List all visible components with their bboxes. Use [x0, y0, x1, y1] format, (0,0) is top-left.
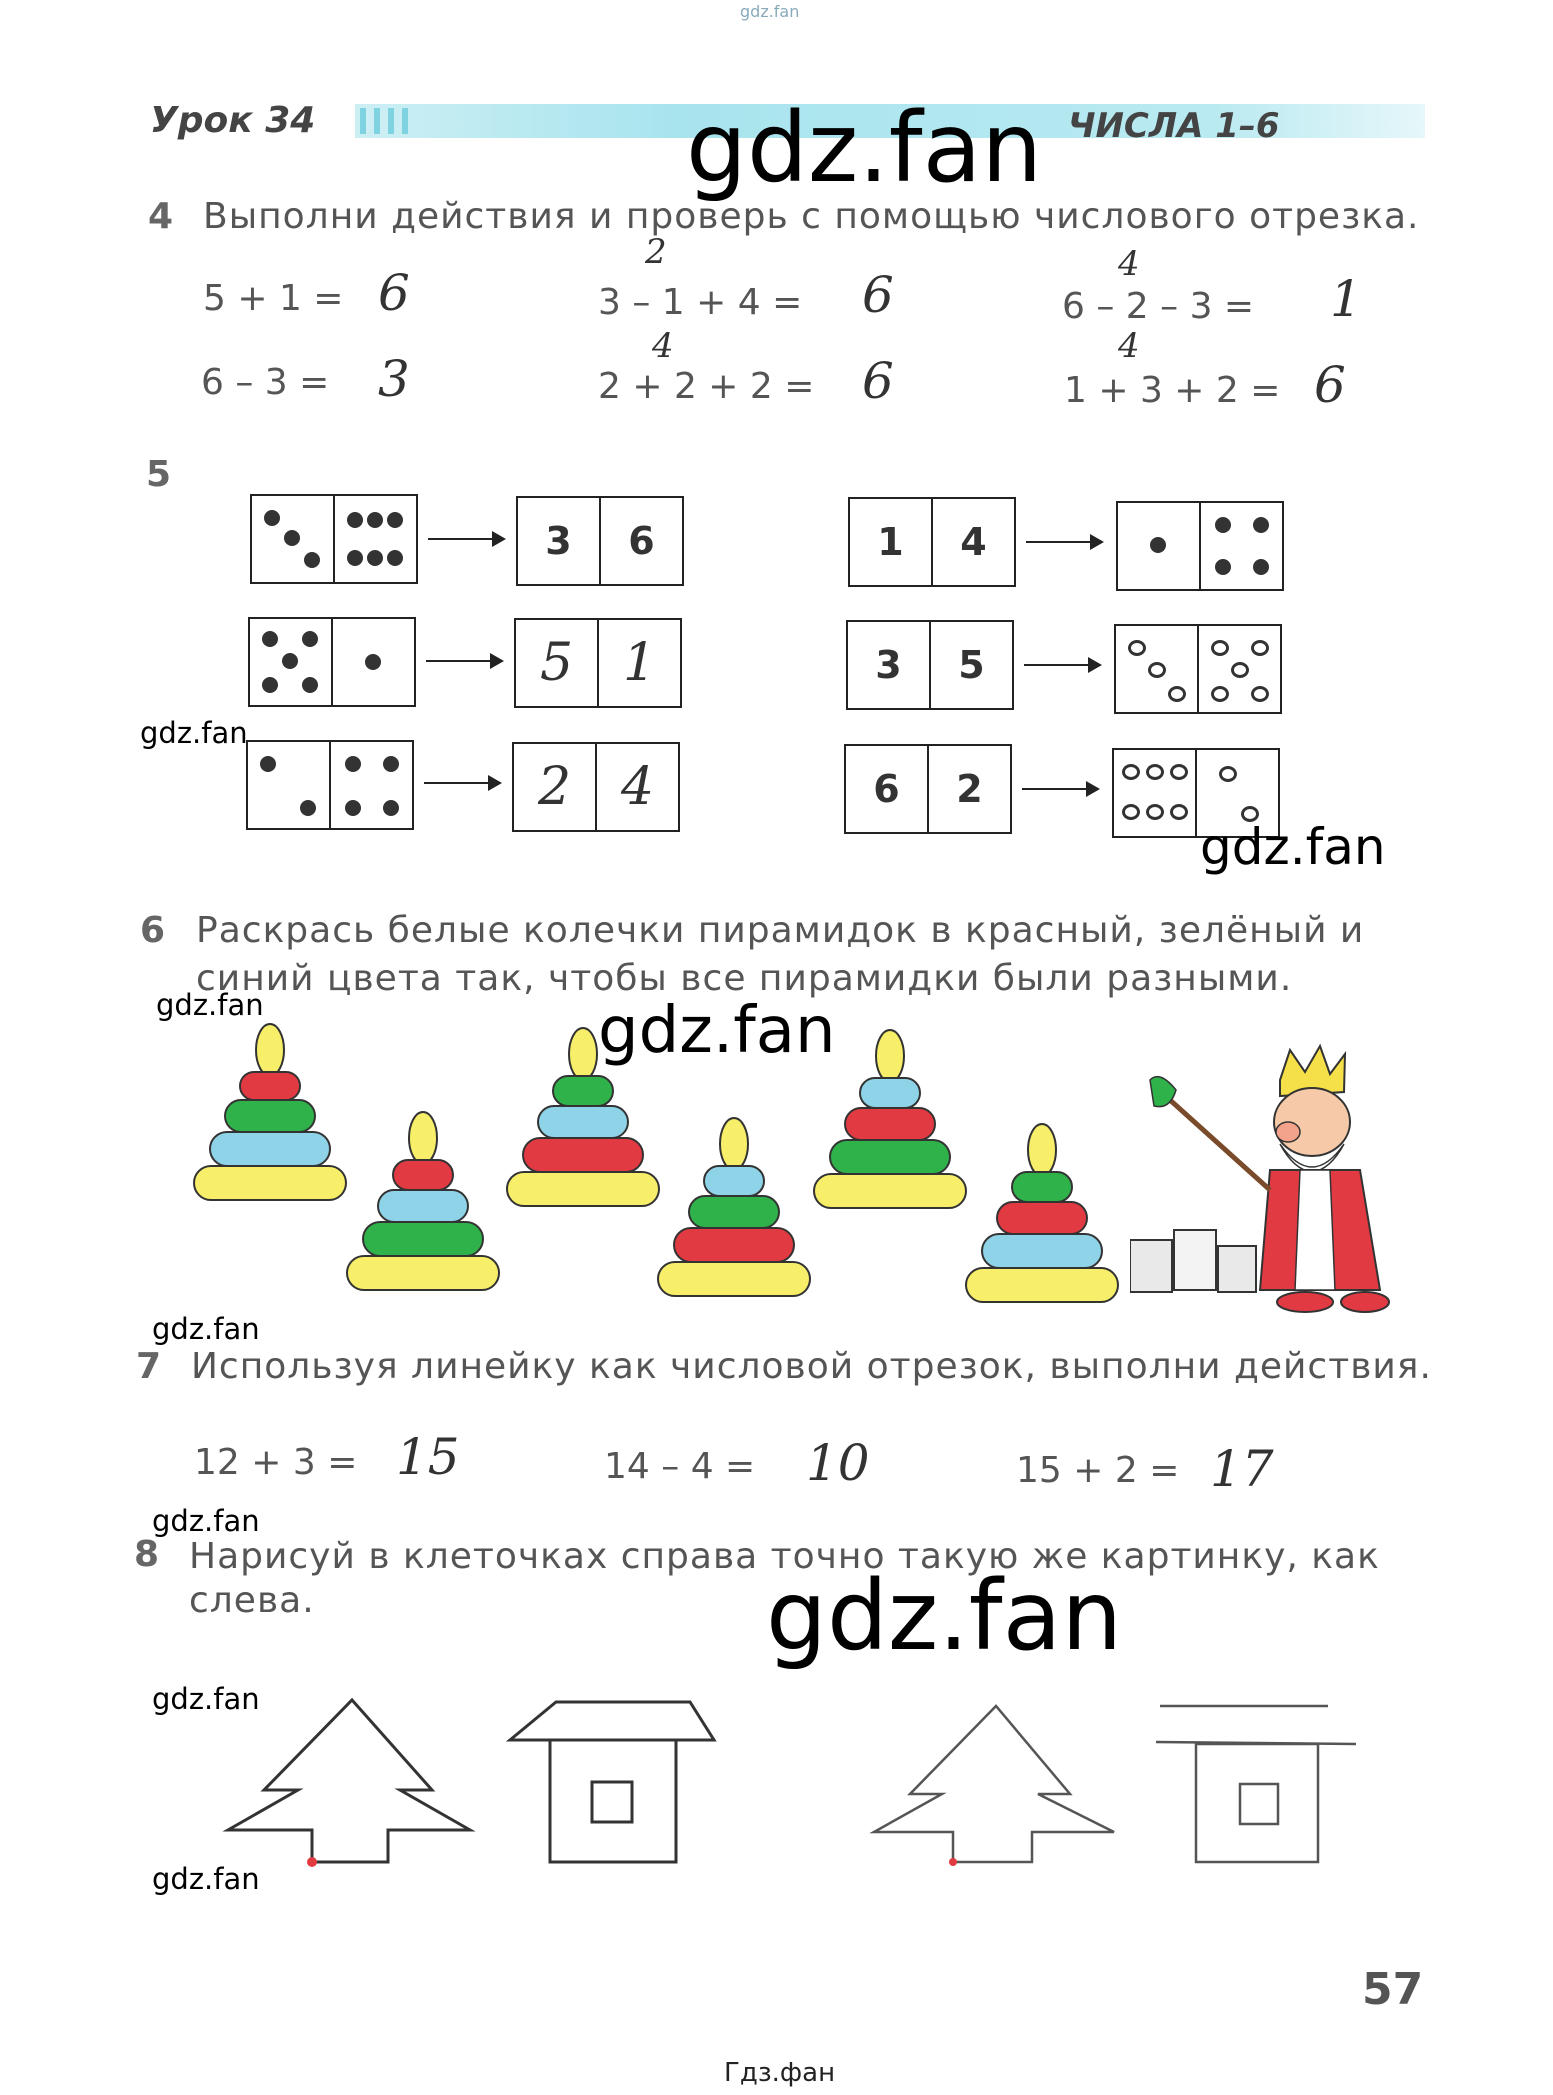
top-mark: gdz.fan: [740, 2, 800, 21]
dot: [284, 530, 300, 546]
task4-ans-3: 1: [1330, 270, 1362, 328]
dot: [1251, 686, 1269, 702]
task6-number: 6: [140, 910, 166, 951]
domino-number: 6: [599, 498, 682, 584]
domino-numbers-r4: [848, 497, 1016, 587]
domino-numbers-r6: [844, 744, 1012, 834]
task4-note-6: 4: [1118, 326, 1140, 366]
domino-numbers-r3: [512, 742, 680, 832]
domino-number: 5: [539, 633, 574, 693]
domino-half: [331, 619, 414, 705]
pyramid-1: [194, 1024, 346, 1200]
watermark: gdz.fan: [686, 92, 1043, 204]
dot: [282, 653, 298, 669]
domino-number: 4: [595, 744, 678, 830]
watermark: gdz.fan: [598, 994, 836, 1068]
dot: [1253, 559, 1269, 575]
dot: [1146, 764, 1164, 780]
dot: [1215, 559, 1231, 575]
task4-eq-1: 5 + 1 =: [203, 278, 344, 319]
task7-number: 7: [136, 1346, 162, 1387]
dot: [365, 654, 381, 670]
task4-note-3: 4: [1118, 244, 1140, 284]
task4-eq-5: 2 + 2 + 2 =: [598, 366, 815, 407]
task4-eq-2: 3 – 1 + 4 =: [598, 282, 803, 323]
task4-note-5: 4: [652, 326, 674, 366]
domino-half: [250, 619, 331, 705]
domino-number: 2: [927, 746, 1010, 832]
dot: [1231, 662, 1249, 678]
house-original: [510, 1702, 714, 1862]
domino-half: [1116, 626, 1197, 712]
task7-text: Используя линейку как числовой отрезок, выполни действия.: [191, 1346, 1432, 1387]
task7-ans-1: 15: [396, 1428, 460, 1486]
watermark: gdz.fan: [152, 1312, 260, 1346]
dot: [1211, 686, 1229, 702]
dot: [262, 631, 278, 647]
task7-eq-1: 12 + 3 =: [194, 1442, 358, 1483]
dot: [345, 800, 361, 816]
watermark: gdz.fan: [1200, 818, 1386, 876]
watermark: gdz.fan: [152, 1862, 260, 1896]
task4-ans-6: 6: [1314, 356, 1346, 414]
house-copy: [1156, 1706, 1356, 1862]
dot: [367, 550, 383, 566]
dot: [1128, 640, 1146, 656]
domino-numbers-r1: [516, 496, 684, 586]
watermark: gdz.fan: [152, 1682, 260, 1716]
watermark: gdz.fan: [152, 1504, 260, 1538]
dot: [1146, 804, 1164, 820]
domino-half: [333, 496, 416, 582]
arrow-r6: [1022, 788, 1098, 790]
dot: [1215, 517, 1231, 533]
dot: [1150, 537, 1166, 553]
task4-ans-4: 3: [378, 350, 410, 408]
watermark: gdz.fan: [766, 1560, 1123, 1672]
dot: [1170, 764, 1188, 780]
watermark: gdz.fan: [140, 716, 248, 750]
task4-ans-1: 6: [378, 264, 410, 322]
dot: [300, 800, 316, 816]
dot: [383, 756, 399, 772]
watermark: gdz.fan: [156, 988, 264, 1022]
task8-number: 8: [134, 1534, 160, 1575]
domino-dots-r3: [246, 740, 414, 830]
domino-number: 1: [597, 620, 680, 706]
dot: [1211, 640, 1229, 656]
domino-half: [1118, 503, 1199, 589]
arrow-r3: [424, 782, 500, 784]
task4-eq-3: 6 – 2 – 3 =: [1062, 286, 1255, 327]
dot: [264, 510, 280, 526]
domino-dots-r4: [1116, 501, 1284, 591]
dot: [1148, 662, 1166, 678]
painter-character: [1130, 1040, 1410, 1320]
task7-eq-2: 14 – 4 =: [604, 1446, 756, 1487]
dot: [387, 550, 403, 566]
arrow-r5: [1024, 664, 1100, 666]
dot: [345, 756, 361, 772]
dot: [1170, 804, 1188, 820]
pyramid-5: [814, 1030, 966, 1208]
dot: [1122, 804, 1140, 820]
domino-number: 3: [545, 519, 572, 563]
topic-title: ЧИСЛА 1–6: [1068, 106, 1280, 146]
domino-dots-r5: [1114, 624, 1282, 714]
tree-copy: [874, 1706, 1114, 1862]
dot: [1253, 517, 1269, 533]
dot: [260, 756, 276, 772]
domino-numbers-r5: [846, 620, 1014, 710]
task4-ans-5: 6: [862, 352, 894, 410]
task6-line2: синий цвета так, чтобы все пирамидки были разными.: [196, 958, 1293, 999]
domino-half: [1199, 503, 1282, 589]
domino-half: [329, 742, 412, 828]
domino-half: [248, 742, 329, 828]
dot: [347, 512, 363, 528]
domino-dots-r1: [250, 494, 418, 584]
task4-eq-6: 1 + 3 + 2 =: [1064, 370, 1281, 411]
header-stripes: [360, 108, 410, 134]
task4-ans-2: 6: [862, 266, 894, 324]
task4-text: Выполни действия и проверь с помощью числового отрезка.: [203, 196, 1420, 237]
task7-eq-3: 15 + 2 =: [1016, 1450, 1180, 1491]
domino-number: 4: [931, 499, 1014, 585]
pyramid-2: [347, 1112, 499, 1290]
arrow-r2: [426, 660, 502, 662]
dot: [367, 512, 383, 528]
dot: [1219, 766, 1237, 782]
task6-line1: Раскрась белые колечки пирамидок в красный, зелёный и: [196, 910, 1365, 951]
pyramid-4: [658, 1118, 810, 1296]
task7-ans-3: 17: [1210, 1440, 1274, 1498]
domino-dots-r2: [248, 617, 416, 707]
dot: [347, 550, 363, 566]
dot: [1168, 686, 1186, 702]
dot: [302, 631, 318, 647]
domino-number: 6: [873, 767, 900, 811]
task4-number: 4: [148, 196, 174, 237]
arrow-r1: [428, 538, 504, 540]
pyramid-6: [966, 1124, 1118, 1302]
dot: [1122, 764, 1140, 780]
domino-half: [1114, 750, 1195, 836]
task8-line2: слева.: [189, 1580, 315, 1621]
page-number: 57: [1362, 1964, 1424, 2015]
domino-number: 2: [537, 757, 572, 817]
domino-number: 1: [877, 520, 904, 564]
dot: [387, 512, 403, 528]
domino-number: 5: [929, 622, 1012, 708]
domino-numbers-r2: [514, 618, 682, 708]
domino-number: 3: [875, 643, 902, 687]
task4-note-2: 2: [645, 232, 667, 272]
task4-eq-4: 6 – 3 =: [201, 362, 330, 403]
dot: [302, 677, 318, 693]
lesson-title: Урок 34: [150, 100, 316, 141]
dot: [1251, 640, 1269, 656]
task7-ans-2: 10: [806, 1434, 870, 1492]
domino-half: [1197, 626, 1280, 712]
task5-number: 5: [146, 454, 172, 495]
dot: [262, 677, 278, 693]
dot: [304, 552, 320, 568]
domino-half: [252, 496, 333, 582]
task8-line1: Нарисуй в клеточках справа точно такую же картинку, как: [189, 1536, 1380, 1577]
task8-drawings: [220, 1690, 1370, 1880]
arrow-r4: [1026, 541, 1102, 543]
tree-original: [228, 1700, 470, 1862]
dot: [383, 800, 399, 816]
footer-mark: Гдз.фан: [724, 2058, 836, 2088]
